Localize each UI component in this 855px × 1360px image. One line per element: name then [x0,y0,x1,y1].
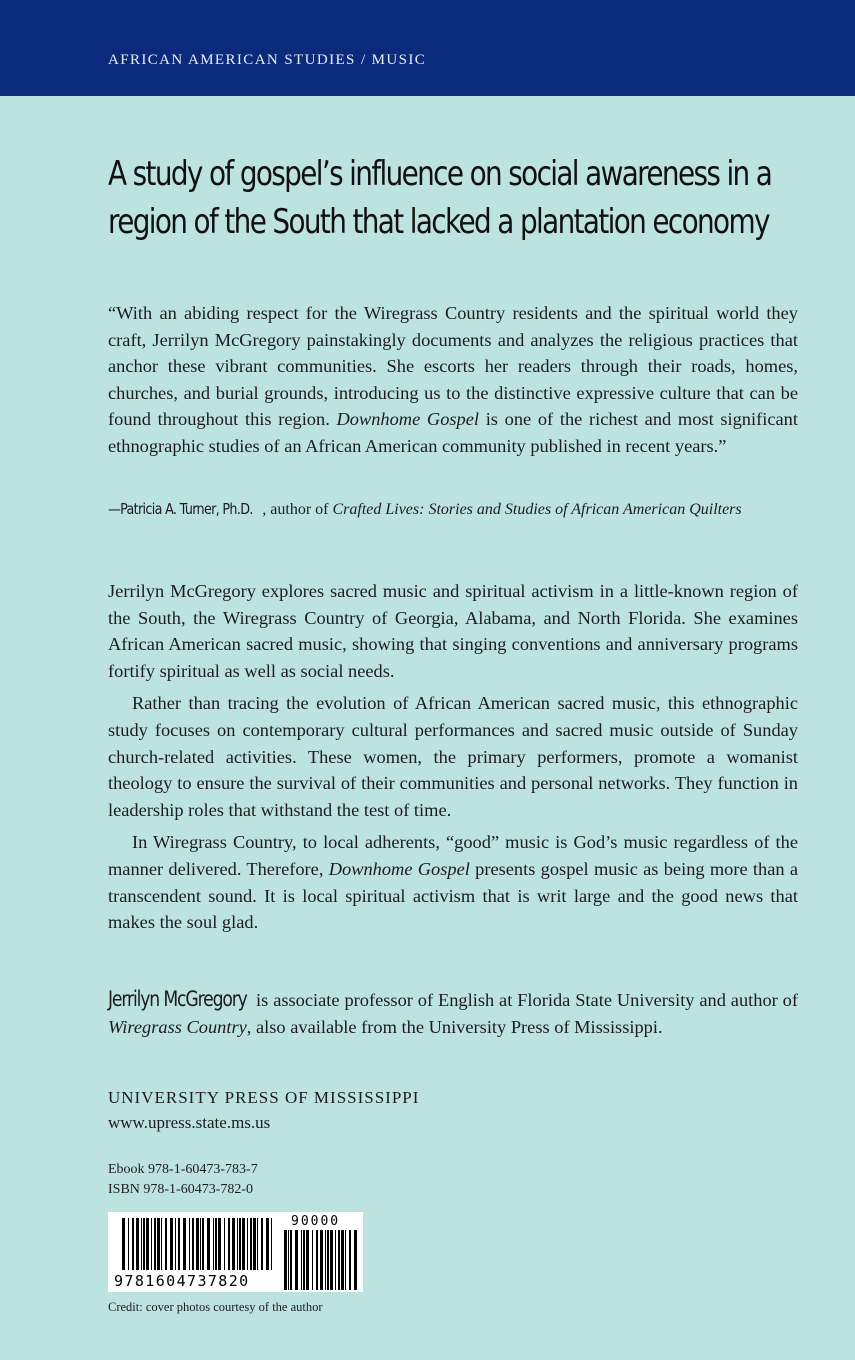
barcode-bar [250,1218,252,1270]
barcode-bar [237,1218,238,1270]
barcode-bar [345,1230,346,1290]
barcode-bar [349,1230,351,1290]
barcode-bar [290,1230,292,1290]
description-paragraph-2: Rather than tracing the evolution of African American sacred music, this ethnographic study focuses on contemporary cultural performances and sacred music outside of Sunday church-related activities. These women, the primary performers, promote a womanist theology to ensure the survival of their communities and personal networks. They function in leadership roles that withstand the test of time. [108,693,798,820]
barcode-bar [196,1218,199,1270]
barcode-bar [330,1230,333,1290]
barcode-bar [224,1218,225,1270]
print-isbn: ISBN 978-1-60473-782-0 [108,1182,254,1197]
bio-text-2: , also available from the University Press of Mississippi. [246,1016,663,1037]
bio-text-1: is associate professor of English at Florida State University and author of [251,990,798,1010]
photo-credit: Credit: cover photos courtesy of the author [108,1300,323,1314]
barcode-bar [284,1230,287,1290]
barcode-bar [247,1218,248,1270]
attribution-name: —Patricia A. Turner, Ph.D. [108,500,253,518]
barcode-bar [143,1218,145,1270]
barcode-bar [261,1218,263,1270]
barcode-bar [132,1218,134,1270]
quote-book-title: Downhome Gospel [336,409,480,430]
quote-text-2: is one of the richest and most significant ethnographic studies of an African American community published in recent years.” [108,409,798,456]
barcode-bar [288,1230,289,1290]
barcode-bar [154,1218,156,1270]
barcode-bar [257,1218,258,1270]
barcode-bar [175,1218,176,1270]
barcode-bar [183,1218,186,1270]
author-bio [108,986,798,1040]
barcode-bar [200,1218,201,1270]
barcode-bar [136,1218,139,1270]
barcode-bar [341,1230,344,1290]
p3-book-title: Downhome Gospel [328,858,470,879]
barcode-bar [141,1218,142,1270]
barcode-bar [228,1218,230,1270]
barcode-bar [312,1230,313,1290]
barcode-bar [242,1218,245,1270]
barcode-bar [354,1230,357,1290]
barcode-bar [215,1218,217,1270]
barcode-bar [232,1218,235,1270]
barcode-bar [165,1218,167,1270]
barcode-bar [295,1230,298,1290]
barcode-bar [301,1230,302,1290]
book-description [108,578,798,942]
barcode-bar [192,1218,194,1270]
barcode-bar [271,1218,272,1270]
headline: A study of gospel’s influence on social awareness in a region of the South that lacked a plantation economy [108,154,772,242]
quote-attribution [108,500,808,519]
barcode-bar [239,1218,241,1270]
barcode-bar [327,1230,329,1290]
bio-book-title: Wiregrass Country [108,1016,247,1037]
ebook-isbn: Ebook 978-1-60473-783-7 [108,1162,258,1177]
barcode-bar [189,1218,190,1270]
isbn-block [108,1160,258,1200]
barcode-graphic [108,1212,363,1292]
barcode-bar [151,1218,152,1270]
barcode-bar [320,1230,323,1290]
endorsement-quote [108,300,798,460]
category-band [0,0,855,96]
author-name: Jerrilyn McGregory [108,987,247,1011]
attribution-book: Crafted Lives: Stories and Studies of African American Quilters [332,501,742,518]
barcode-bar [335,1230,336,1290]
attribution-middle: , author of [262,501,333,518]
barcode-bar [266,1218,269,1270]
barcode-bar [178,1218,180,1270]
barcode-bar [122,1218,125,1270]
barcode-bar [338,1230,340,1290]
barcode-bar [207,1218,210,1270]
barcode-bar [306,1230,309,1290]
description-paragraph-1: Jerrilyn McGregory explores sacred music and spiritual activism in a little-known region of the South, the Wiregrass Country of Georgia, Alabama, and North Florida. She examines African American sacred music, showing that singing conventions and anniversary programs fortify spiritual as well as social needs. [108,581,798,681]
barcode-bar [253,1218,256,1270]
barcode-bar [170,1218,173,1270]
barcode-number: 9781604737820 [114,1272,250,1290]
price-code: 90000 [291,1214,341,1229]
description-paragraph-3 [108,829,798,935]
barcode-bar [213,1218,214,1270]
barcode-bar [202,1218,204,1270]
barcode-bar [146,1218,149,1270]
barcode [108,1212,363,1292]
quote-text-1: “With an abiding respect for the Wiregrass Country residents and the spiritual world they craft, Jerrilyn McGregory painstakingly documents and analyzes the religious practices that anchor these vibrant communities. She escorts her readers through their roads, homes, churches, and burial grounds, introducing us to the distinctive expressive culture that can be found throughout this region. [108,303,798,430]
publisher-name: UNIVERSITY PRESS OF MISSISSIPPI [108,1088,420,1107]
barcode-bar [316,1230,318,1290]
category-label: AFRICAN AMERICAN STUDIES / MUSIC [108,52,427,68]
barcode-bar [157,1218,160,1270]
barcode-bar [218,1218,221,1270]
publisher-url: www.upress.state.ms.us [108,1113,271,1132]
p3-text-1: In Wiregrass Country, to local adherents, “good” music is God’s music regardless of the manner delivered. Therefore, [108,832,798,879]
barcode-bar [303,1230,305,1290]
barcode-bar [128,1218,129,1270]
barcode-bar [161,1218,162,1270]
p3-text-2: presents gospel music as being more than a transcendent sound. It is local spiritual activism that is writ large and the good news that makes the soul glad. [108,858,798,933]
barcode-bar [325,1230,326,1290]
